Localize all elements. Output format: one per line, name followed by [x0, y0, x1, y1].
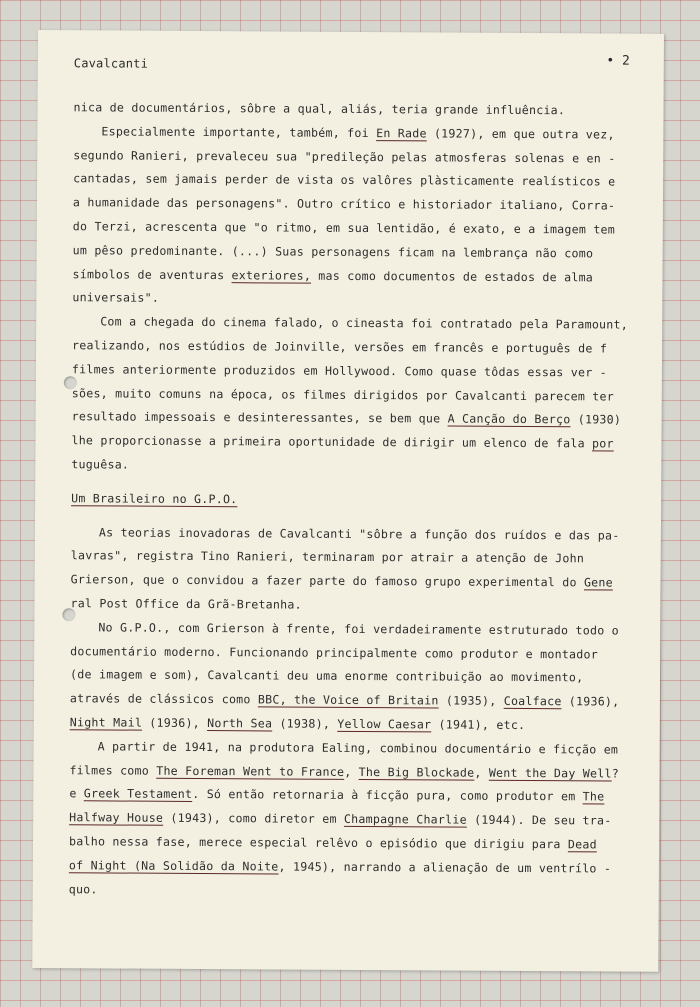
text-segment: (1930) — [570, 412, 622, 427]
text-segment: Grierson, que o convidou a fazer parte do famoso grupo experimental do — [70, 572, 585, 590]
text-line — [69, 830, 639, 857]
page-number: • 2 — [606, 53, 630, 69]
text-segment: (1936), — [142, 715, 208, 730]
text-line — [73, 239, 643, 266]
text-line — [71, 568, 641, 595]
text-line — [70, 735, 640, 762]
section-heading — [71, 487, 641, 514]
text-line — [73, 168, 643, 195]
document-body — [69, 96, 644, 905]
typewritten-page — [32, 30, 664, 972]
underlined-title: BBC, the Voice of Britain — [257, 692, 439, 708]
text-segment: lavras", registra Tino Ranieri, terminaram por atrair a atenção de John — [70, 548, 585, 566]
text-segment: filmes anteriormente produzidos em Hollywood. Como quase tôdas essas ver - — [71, 361, 607, 380]
text-line — [73, 144, 643, 171]
text-line — [70, 592, 640, 619]
text-line — [71, 429, 641, 456]
text-line — [69, 854, 639, 881]
text-segment: nica de documentários, sôbre a qual, aliás, teria grande influência. — [73, 100, 566, 118]
text-segment: sões, muito comuns na época, os filmes dirigidos por Cavalcanti parecem ter — [71, 385, 615, 404]
text-segment: tuguêsa. — [71, 457, 130, 472]
text-segment: Com a chegada do cinema falado, o cineasta foi contratado pela Paramount, — [100, 314, 629, 332]
text-segment: A partir de 1941, na produtora Ealing, combinou documentário e ficção em — [97, 739, 619, 757]
underlined-title: The Big Blockade — [358, 764, 475, 780]
text-line — [73, 215, 643, 242]
underlined-title: Coalface — [503, 693, 562, 709]
text-segment: (1944). De seu tra- — [466, 812, 612, 828]
text-line — [69, 806, 639, 833]
text-line — [71, 521, 641, 548]
text-line — [70, 664, 640, 691]
text-line — [72, 334, 642, 361]
text-line — [72, 263, 642, 290]
text-segment: lhe proporcionasse a primeira oportunidade de dirigir um elenco de fala — [71, 433, 593, 451]
text-segment: (1936), — [561, 694, 620, 709]
text-segment: As teorias inovadoras de Cavalcanti "sôbre a função dos ruídos e das pa- — [98, 524, 620, 543]
text-line — [69, 878, 639, 905]
text-segment: ? — [611, 766, 620, 781]
text-segment: , 1945), narrando a alienação de um ventrílo - — [278, 859, 612, 876]
text-line — [73, 120, 643, 147]
underlined-title: Night Mail — [69, 715, 143, 730]
text-segment: e — [69, 786, 84, 801]
text-line — [73, 96, 643, 123]
text-segment: (de imagem e som), Cavalcanti deu uma enorme contribuição ao movimento, — [70, 667, 584, 685]
underlined-title: North Sea — [207, 715, 273, 731]
text-segment: universais". — [72, 290, 160, 306]
text-line — [69, 759, 639, 786]
text-line — [72, 310, 642, 337]
text-segment: balho nessa fase, merece especial relêvo o episódio que dirigiu para — [69, 834, 568, 852]
text-segment: (1938), — [272, 716, 338, 731]
underlined-title: The — [582, 789, 605, 804]
text-segment: , — [474, 765, 489, 780]
text-segment: cantadas, sem jamais perder de vista os valôres plàsticamente realísticos e — [73, 171, 616, 189]
text-segment: . Só então retornaria à ficção pura, como produtor em — [192, 787, 583, 804]
text-line — [70, 711, 640, 738]
text-segment: (1941), etc. — [431, 717, 526, 732]
text-line — [71, 453, 641, 480]
text-line — [69, 783, 639, 810]
text-segment: realizando, nos estúdios de Joinville, versões em francês e português de f — [72, 338, 608, 356]
text-segment: a humanidade das personagens". Outro crítico e historiador italiano, Corra- — [72, 195, 616, 213]
text-segment: documentário moderno. Funcionando principalmente como produtor e montador — [70, 643, 599, 661]
text-line — [72, 406, 642, 433]
underlined-title: The Foreman Went to France — [156, 763, 345, 779]
text-segment: resultado impessoais e desinteressantes, se bem que — [71, 409, 448, 426]
text-line — [70, 616, 640, 643]
text-segment: mas como documentos de estados de alma — [311, 268, 594, 284]
text-line — [72, 358, 642, 385]
text-line — [72, 287, 642, 314]
text-segment: No G.P.O., com Grierson à frente, foi verdadeiramente estruturado todo o — [98, 620, 619, 638]
text-segment: ral Post Office da Grã-Bretanha. — [70, 596, 302, 612]
text-segment: filmes como — [69, 762, 157, 778]
text-segment: (1943), como diretor em — [163, 810, 344, 826]
underlined-title: A Canção do Berço — [447, 411, 571, 427]
text-line — [72, 382, 642, 409]
underlined-title: Champagne Charlie — [343, 811, 467, 827]
text-segment: do Terzi, acrescenta que "o ritmo, em sua lentidão, é exato, e a imagem tem — [72, 219, 616, 237]
underlined-title: Um Brasileiro no G.P.O. — [71, 490, 238, 506]
text-segment: quo. — [68, 881, 98, 896]
text-segment: um pêso predominante. (...) Suas personagens ficam na lembrança não como — [72, 242, 594, 261]
text-segment: segundo Ranieri, prevaleceu sua "predileção pelas atmosferas solenas e en - — [73, 147, 616, 166]
text-line — [70, 687, 640, 714]
text-segment: , — [344, 764, 359, 779]
text-segment: Especialmente importante, também, foi — [101, 124, 377, 140]
page-header-author: Cavalcanti — [73, 56, 149, 71]
text-line — [71, 545, 641, 572]
underlined-title: por — [592, 436, 614, 451]
underlined-title: Gene — [583, 575, 613, 590]
underlined-title: Greek Testament — [83, 786, 193, 802]
text-segment: através de clássicos como — [69, 691, 258, 707]
underlined-title: of Night (Na Solidão da Noite — [68, 857, 279, 874]
underlined-title: Halfway House — [69, 810, 164, 825]
text-segment: símbolos de aventuras — [72, 266, 232, 282]
underlined-title: exteriores, — [231, 267, 312, 283]
underlined-title: Went the Day Well — [488, 765, 612, 781]
text-segment: (1927), em que outra vez, — [426, 126, 615, 142]
underlined-title: En Rade — [376, 125, 427, 141]
text-line — [73, 191, 643, 218]
underlined-title: Dead — [567, 837, 597, 852]
text-segment: (1935), — [438, 693, 504, 708]
text-line — [70, 640, 640, 667]
underlined-title: Yellow Caesar — [337, 716, 432, 732]
